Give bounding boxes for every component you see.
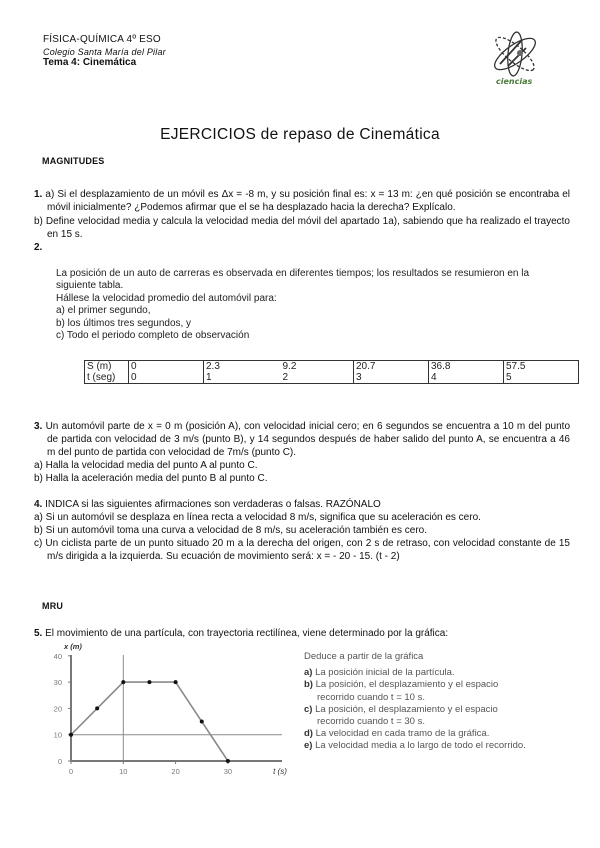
table-row [85,361,579,373]
table-cell: 57.5 [504,361,579,373]
exercise-number: 3. [34,421,43,432]
x-tick-label: 0 [68,767,74,776]
reference-lines [71,655,282,761]
exercise-4-statement [34,498,570,511]
exercise-1-a [34,188,570,214]
exercise-2-body [56,268,550,342]
y-tick-label: 10 [53,730,62,740]
exercise-2-number [34,241,570,254]
x-tick-label: 10 [119,767,128,776]
exercise-5-text: El movimiento de una partícula, con trayectoria rectilínea, viene determinado por la gráfica: [45,628,449,639]
exercise-1-b: b) Define velocidad media y calcula la velocidad media del móvil del apartado 1a), sabiendo que ha realizado el trayecto en 15 s. [34,216,570,240]
data-point [226,759,230,763]
questions-lead: Deduce a partir de la gráfica [304,651,424,662]
exercise-4 [34,498,570,563]
item-text: La velocidad en cada tramo de la gráfica. [315,728,490,740]
exercise-3 [34,420,570,485]
table-cell: 2.3 [204,361,281,373]
table-cell: 2 [281,372,354,384]
x-axis-label: t (s) [273,767,287,776]
table-cell: 9.2 [281,361,354,373]
table-cell: 3 [354,372,429,384]
exercise-number: 2. [34,242,43,253]
atom-logo-icon [482,26,548,90]
item-label: c) [304,703,313,715]
exercise-4-b: b) Si un automóvil toma una curva a velocidad de 8 m/s, su aceleración también es cero. [34,525,427,536]
exercise-number: 4. [34,499,43,510]
exercise-3-b: b) Halla la aceleración media del punto B al punto C. [34,473,268,484]
question-a [304,667,530,679]
position-time-graph [40,640,300,780]
exercise-3-statement [34,420,570,459]
axis-labels [54,642,288,776]
exercise-number: 1. [34,189,43,200]
data-point [200,720,204,724]
item-text: La posición, el desplazamiento y el espacio recorrido cuando t = 30 s. [315,703,498,728]
topic-title: Tema 4: Cinemática [43,57,137,68]
y-tick-label: 0 [57,757,62,766]
table-cell: 20.7 [354,361,429,373]
item-label: e) [304,740,313,752]
item-text: La posición, el desplazamiento y el espacio recorrido cuando t = 10 s. [315,679,499,703]
question-b [304,679,530,703]
item-label: b) [304,679,313,691]
data-series [69,680,230,763]
exercise-5 [34,627,570,640]
position-time-table [84,360,579,384]
y-axis-label: x (m) [64,642,82,651]
x-tick-label: 20 [171,767,180,776]
table-cell: 5 [504,372,579,384]
item-text: La posición inicial de la partícula. [315,667,455,679]
table-cell: 4 [429,372,504,384]
data-point [147,680,151,684]
course-title: FÍSICA-QUÍMICA 4º ESO [43,34,161,45]
exercise-2-statement: La posición de un auto de carreras es observada en diferentes tiempos; los resultados se resumieron en la siguiente tabla. [56,268,530,292]
item-text: La velocidad media a lo largo de todo el recorrido. [315,740,526,752]
exercise-5-statement [34,627,570,640]
table-cell: 0 [129,361,204,373]
exercise-2-c: c) Todo el periodo completo de observación [56,330,250,342]
exercise-number: 5. [34,628,43,639]
table-cell: 0 [129,372,204,384]
item-label: a) [304,667,313,679]
exercise-4-text: INDICA si las siguientes afirmaciones son verdaderas o falsas. RAZÓNALO [45,499,381,510]
table-row [85,372,579,384]
data-point [69,733,73,737]
exercise-1-a-text: a) Si el desplazamiento de un móvil es Δx = -8 m, y su posición final es: x = 13 m: ¿en qué posición se encontraba el móvil inicialmente? ¿Podemos afirmar que el se ha desplazado hacia la derecha? Explícalo. [45,189,570,213]
logo-text: ciencias [496,77,533,86]
exercise-5-questions [304,651,530,753]
y-tick-label: 40 [53,651,62,661]
exercise-3-text: Un automóvil parte de x = 0 m (posición A), con velocidad inicial cero; en 6 segundos se encuentra a 10 m del punto de partida con velocidad de 3 m/s (punto B), y 14 segundos después de haber salido del punto A, se encuentra a 46 m del punto de partida con velocidad de 7m/s (punto C). [45,421,571,458]
exercise-4-a: a) Si un automóvil se desplaza en línea recta a velocidad 8 m/s, significa que su aceleración es cero. [34,512,481,523]
school-name: Colegio Santa María del Pilar [43,47,166,57]
page-title: EJERCICIOS de repaso de Cinemática [160,126,440,143]
position-line [71,682,228,761]
table-cell: 1 [204,372,281,384]
row-label: S (m) [85,361,129,373]
data-point [121,680,125,684]
table-cell: 36.8 [429,361,504,373]
data-point [95,706,99,710]
question-e [304,740,530,752]
exercise-1 [34,188,570,254]
item-label: d) [304,728,313,740]
exercise-4-c: c) Un ciclista parte de un punto situado 20 m a la derecha del origen, con 2 s de retraso, con velocidad constante de 15 m/s dirigida a la izquierda. Su ecuación de movimiento será: x = - 20 - 15. (t - 2) [34,538,570,562]
section-heading-magnitudes: MAGNITUDES [42,156,105,166]
data-point [174,680,178,684]
section-heading-mru: MRU [42,601,64,611]
row-label: t (seg) [85,372,129,384]
x-tick-label: 30 [223,767,233,776]
y-tick-label: 30 [53,678,62,688]
question-d [304,728,530,740]
exercise-2-question: Hállese la velocidad promedio del automóvil para: [56,292,277,304]
exercise-3-a: a) Halla la velocidad media del punto A al punto C. [34,460,258,471]
chart-axes [68,655,282,764]
question-c [304,704,530,728]
y-tick-label: 20 [53,704,62,714]
exercise-2-a: a) el primer segundo, [56,305,151,317]
exercise-2-b: b) los últimos tres segundos, y [56,317,192,329]
